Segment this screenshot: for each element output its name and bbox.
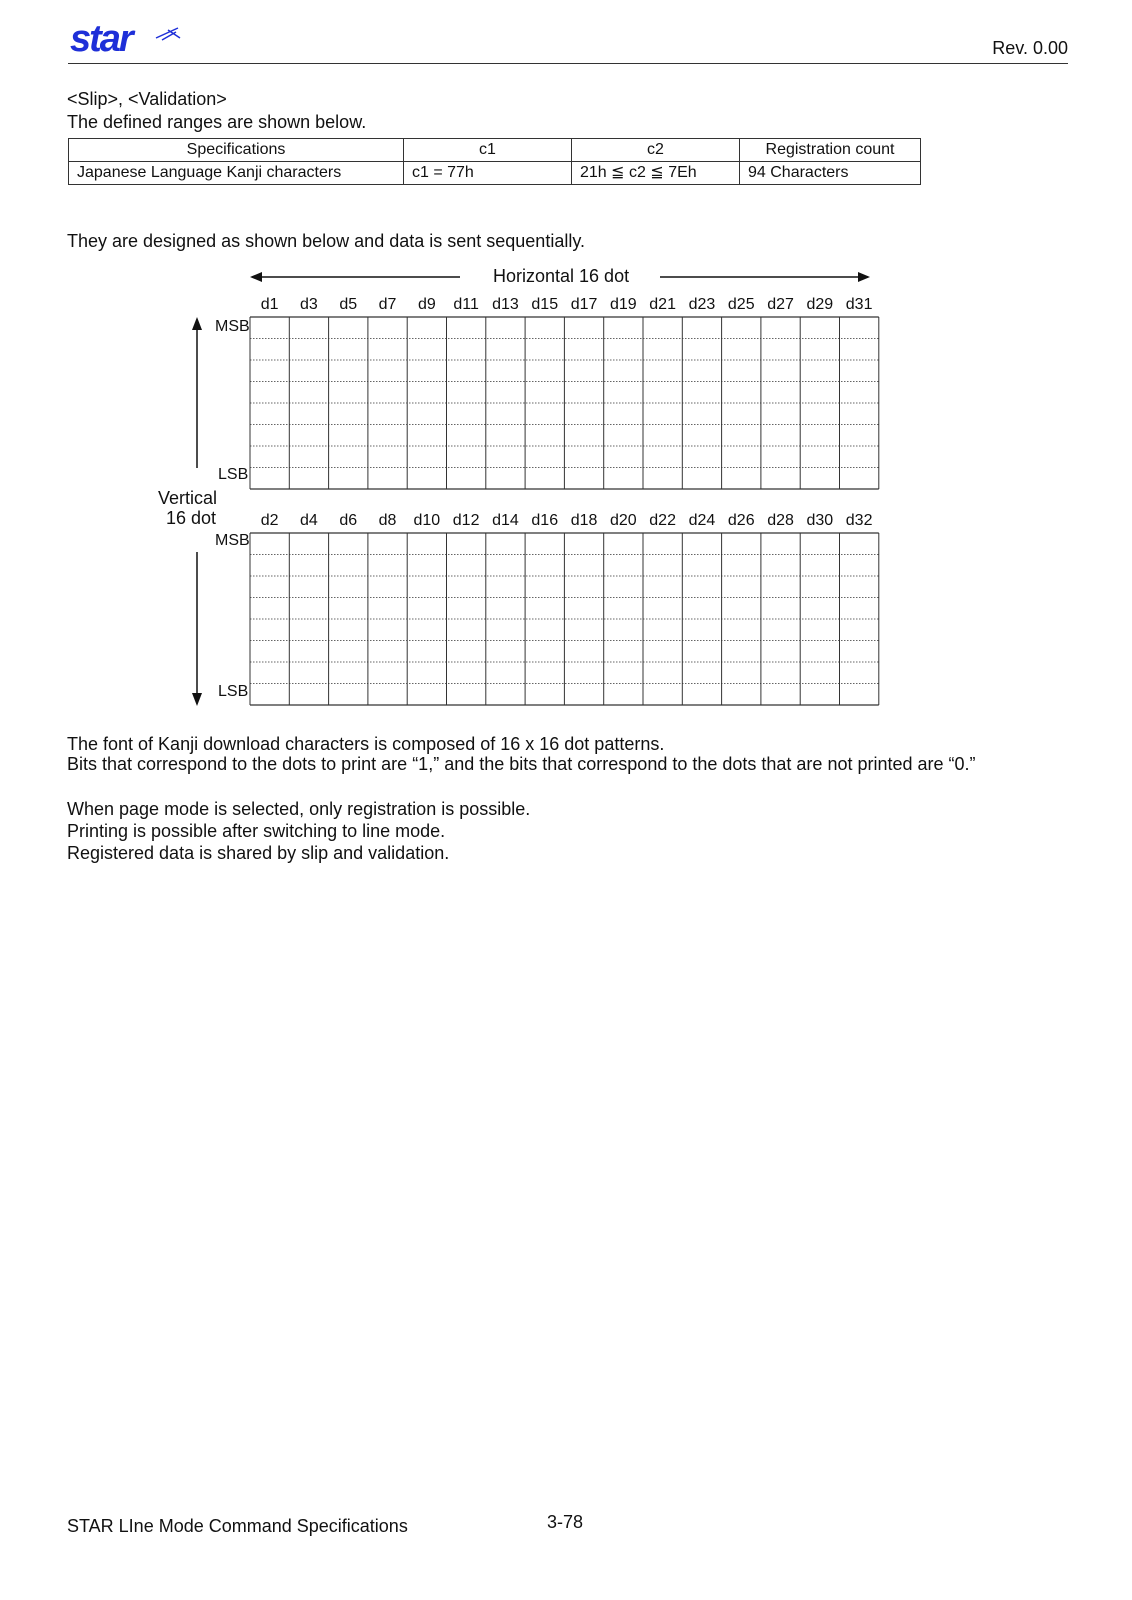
table-cell: 21h ≦ c2 ≦ 7Eh (572, 162, 740, 185)
column-label: d31 (845, 296, 873, 313)
column-label: d23 (688, 296, 716, 313)
column-label: d11 (453, 296, 479, 313)
column-label: d27 (767, 296, 794, 313)
star-logo: star (70, 18, 132, 60)
horizontal-label: Horizontal 16 dot (493, 266, 630, 286)
column-label: d15 (531, 296, 559, 313)
column-label: d18 (570, 512, 598, 529)
section-intro: The defined ranges are shown below. (67, 112, 367, 132)
section-heading: <Slip>, <Validation> (67, 89, 227, 109)
table-header-cell: Registration count (740, 139, 921, 162)
column-label: d20 (609, 512, 637, 529)
footer-title: STAR LIne Mode Command Specifications (67, 1516, 408, 1536)
column-label: d22 (649, 512, 676, 529)
horizontal-arrow-left-head (250, 272, 262, 282)
column-label: d10 (413, 512, 441, 529)
table-header-cell: c1 (404, 139, 572, 162)
diagram-intro: They are designed as shown below and data is sent sequentially. (67, 231, 585, 251)
column-label: d3 (300, 296, 318, 313)
table-header-cell: Specifications (69, 139, 404, 162)
table-cell: 94 Characters (740, 162, 921, 185)
column-label: d12 (452, 512, 480, 529)
column-label: d30 (806, 512, 834, 529)
column-label: d6 (339, 512, 358, 529)
horizontal-arrow-right-head (858, 272, 870, 282)
column-label: d25 (727, 296, 755, 313)
column-label: d2 (260, 512, 279, 529)
column-label: d28 (767, 512, 794, 529)
note-page-mode: When page mode is selected, only registration is possible. (67, 799, 531, 819)
top-dot-grid (250, 317, 879, 489)
msb-label-top: MSB (215, 318, 250, 335)
lsb-label-bottom: LSB (218, 683, 249, 700)
column-label: d8 (378, 512, 397, 529)
table-header-cell: c2 (572, 139, 740, 162)
column-label: d14 (492, 512, 519, 529)
note-bits: Bits that correspond to the dots to print are “1,” and the bits that correspond to the dots that are not printed are “0.” (67, 754, 976, 774)
column-label: d32 (845, 512, 873, 529)
column-label: d13 (492, 296, 519, 313)
vertical-label-line2: 16 dot (166, 508, 217, 528)
column-label: d21 (649, 296, 676, 313)
page-number: 3-78 (547, 1512, 584, 1532)
table-cell: c1 = 77h (404, 162, 572, 185)
note-line-mode: Printing is possible after switching to line mode. (67, 821, 446, 841)
column-label: d17 (570, 296, 598, 313)
revision-label: Rev. 0.00 (992, 38, 1068, 58)
column-label: d19 (609, 296, 637, 313)
column-label: d5 (339, 296, 358, 313)
column-label: d1 (260, 296, 279, 313)
vertical-arrow-up-head (192, 317, 202, 330)
lsb-label-top: LSB (218, 466, 249, 483)
bottom-dot-grid (250, 533, 879, 705)
column-label: d16 (531, 512, 559, 529)
column-label: d26 (727, 512, 755, 529)
column-label: d9 (417, 296, 436, 313)
column-label: d24 (688, 512, 716, 529)
table-cell: Japanese Language Kanji characters (69, 162, 404, 185)
diagram-arrows (0, 0, 1132, 720)
vertical-arrow-down-head (192, 693, 202, 706)
column-label: d29 (806, 296, 834, 313)
column-label: d4 (300, 512, 318, 529)
note-shared: Registered data is shared by slip and validation. (67, 843, 450, 863)
vertical-label-line1: Vertical (158, 488, 218, 508)
note-pattern: The font of Kanji download characters is composed of 16 x 16 dot patterns. (67, 734, 665, 754)
dot-pattern-diagram (0, 0, 1132, 720)
column-label: d7 (378, 296, 397, 313)
msb-label-bottom: MSB (215, 532, 250, 549)
